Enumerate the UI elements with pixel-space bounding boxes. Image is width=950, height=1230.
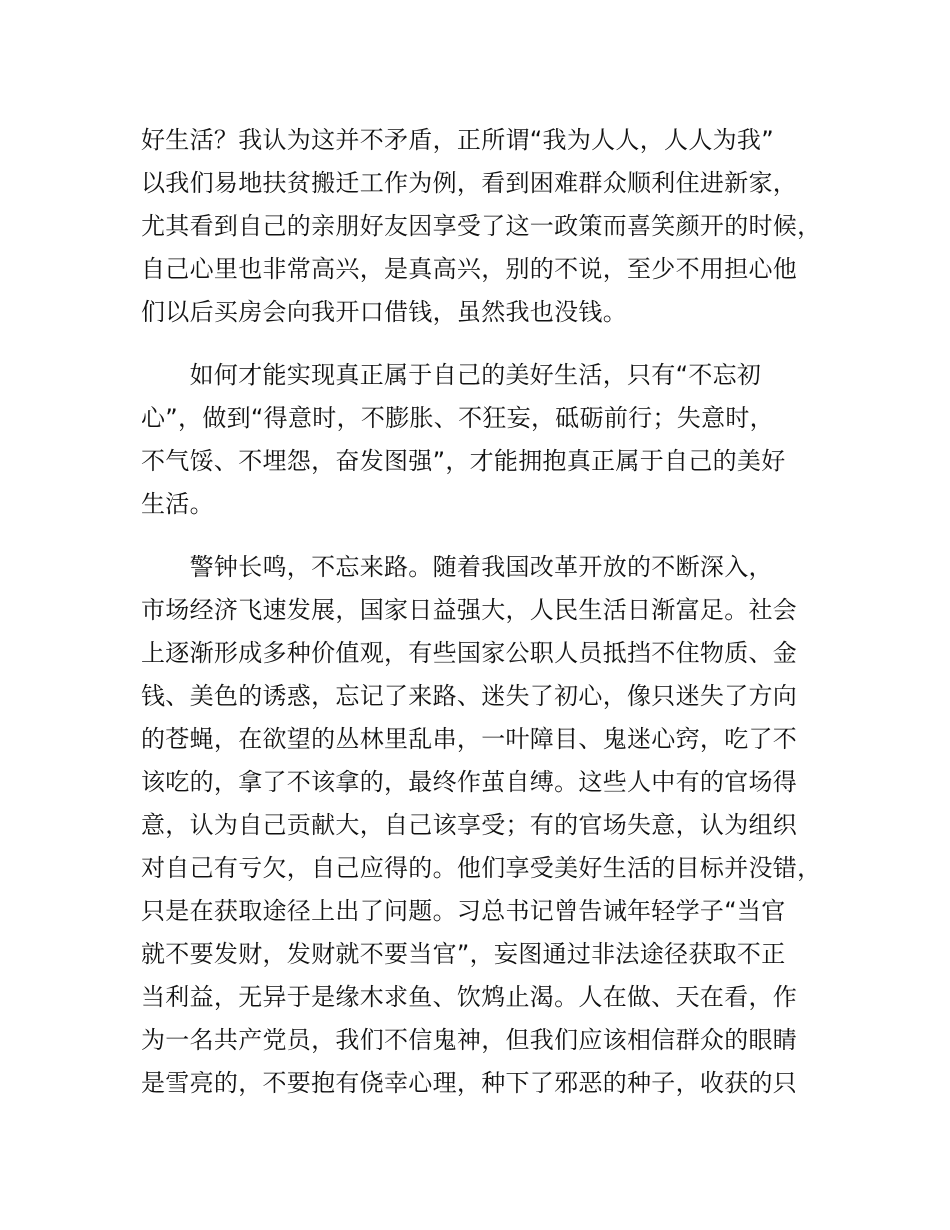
paragraph-3-line-11: 当利益，无异于是缘木求鱼、饮鸩止渴。人在做、天在看，作 [141, 983, 798, 1011]
paragraph-3-line-8: 对自己有亏欠，自己应得的。他们享受美好生活的目标并没错， [141, 854, 822, 882]
paragraph-3-line-2: 市场经济飞速发展，国家日益强大，人民生活日渐富足。社会 [141, 596, 798, 624]
paragraph-3-line-1: 警钟长鸣，不忘来路。随着我国改革开放的不断深入， [141, 553, 773, 581]
paragraph-3-line-12: 为一名共产党员，我们不信鬼神，但我们应该相信群众的眼睛 [141, 1026, 798, 1054]
paragraph-3-line-5: 的苍蝇，在欲望的丛林里乱串，一叶障目、鬼迷心窍，吃了不 [141, 725, 798, 753]
paragraph-3-line-9: 只是在获取途径上出了问题。习总书记曾告诫年轻学子“当官 [141, 897, 786, 925]
paragraph-1-line-5: 们以后买房会向我开口借钱，虽然我也没钱。 [141, 298, 627, 326]
paragraph-3-line-13: 是雪亮的，不要抱有侥幸心理，种下了邪恶的种子，收获的只 [141, 1069, 798, 1097]
paragraph-1-line-1: 好生活？我认为这并不矛盾，正所谓“我为人人，人人为我” [141, 126, 774, 154]
paragraph-3-line-4: 钱、美色的诱惑，忘记了来路、迷失了初心，像只迷失了方向 [141, 682, 798, 710]
paragraph-1-line-4: 自己心里也非常高兴，是真高兴，别的不说，至少不用担心他 [141, 255, 798, 283]
paragraph-2-line-4: 生活。 [141, 490, 214, 518]
paragraph-1-line-2: 以我们易地扶贫搬迁工作为例，看到困难群众顺利住进新家， [141, 169, 798, 197]
paragraph-2-line-3: 不气馁、不埋怨，奋发图强”，才能拥抱真正属于自己的美好 [141, 447, 786, 475]
paragraph-2-line-2: 心”，做到“得意时，不膨胀、不狂妄，砥砺前行；失意时， [141, 404, 774, 432]
paragraph-1-line-3: 尤其看到自己的亲朋好友因享受了这一政策而喜笑颜开的时候， [141, 212, 822, 240]
paragraph-3-line-6: 该吃的，拿了不该拿的，最终作茧自缚。这些人中有的官场得 [141, 768, 798, 796]
paragraph-3-line-10: 就不要发财，发财就不要当官”，妄图通过非法途径获取不正 [141, 940, 786, 968]
paragraph-3-line-3: 上逐渐形成多种价值观，有些国家公职人员抵挡不住物质、金 [141, 639, 798, 667]
paragraph-3-line-7: 意，认为自己贡献大，自己该享受；有的官场失意，认为组织 [141, 811, 798, 839]
paragraph-2-line-1: 如何才能实现真正属于自己的美好生活，只有“不忘初 [141, 361, 762, 389]
